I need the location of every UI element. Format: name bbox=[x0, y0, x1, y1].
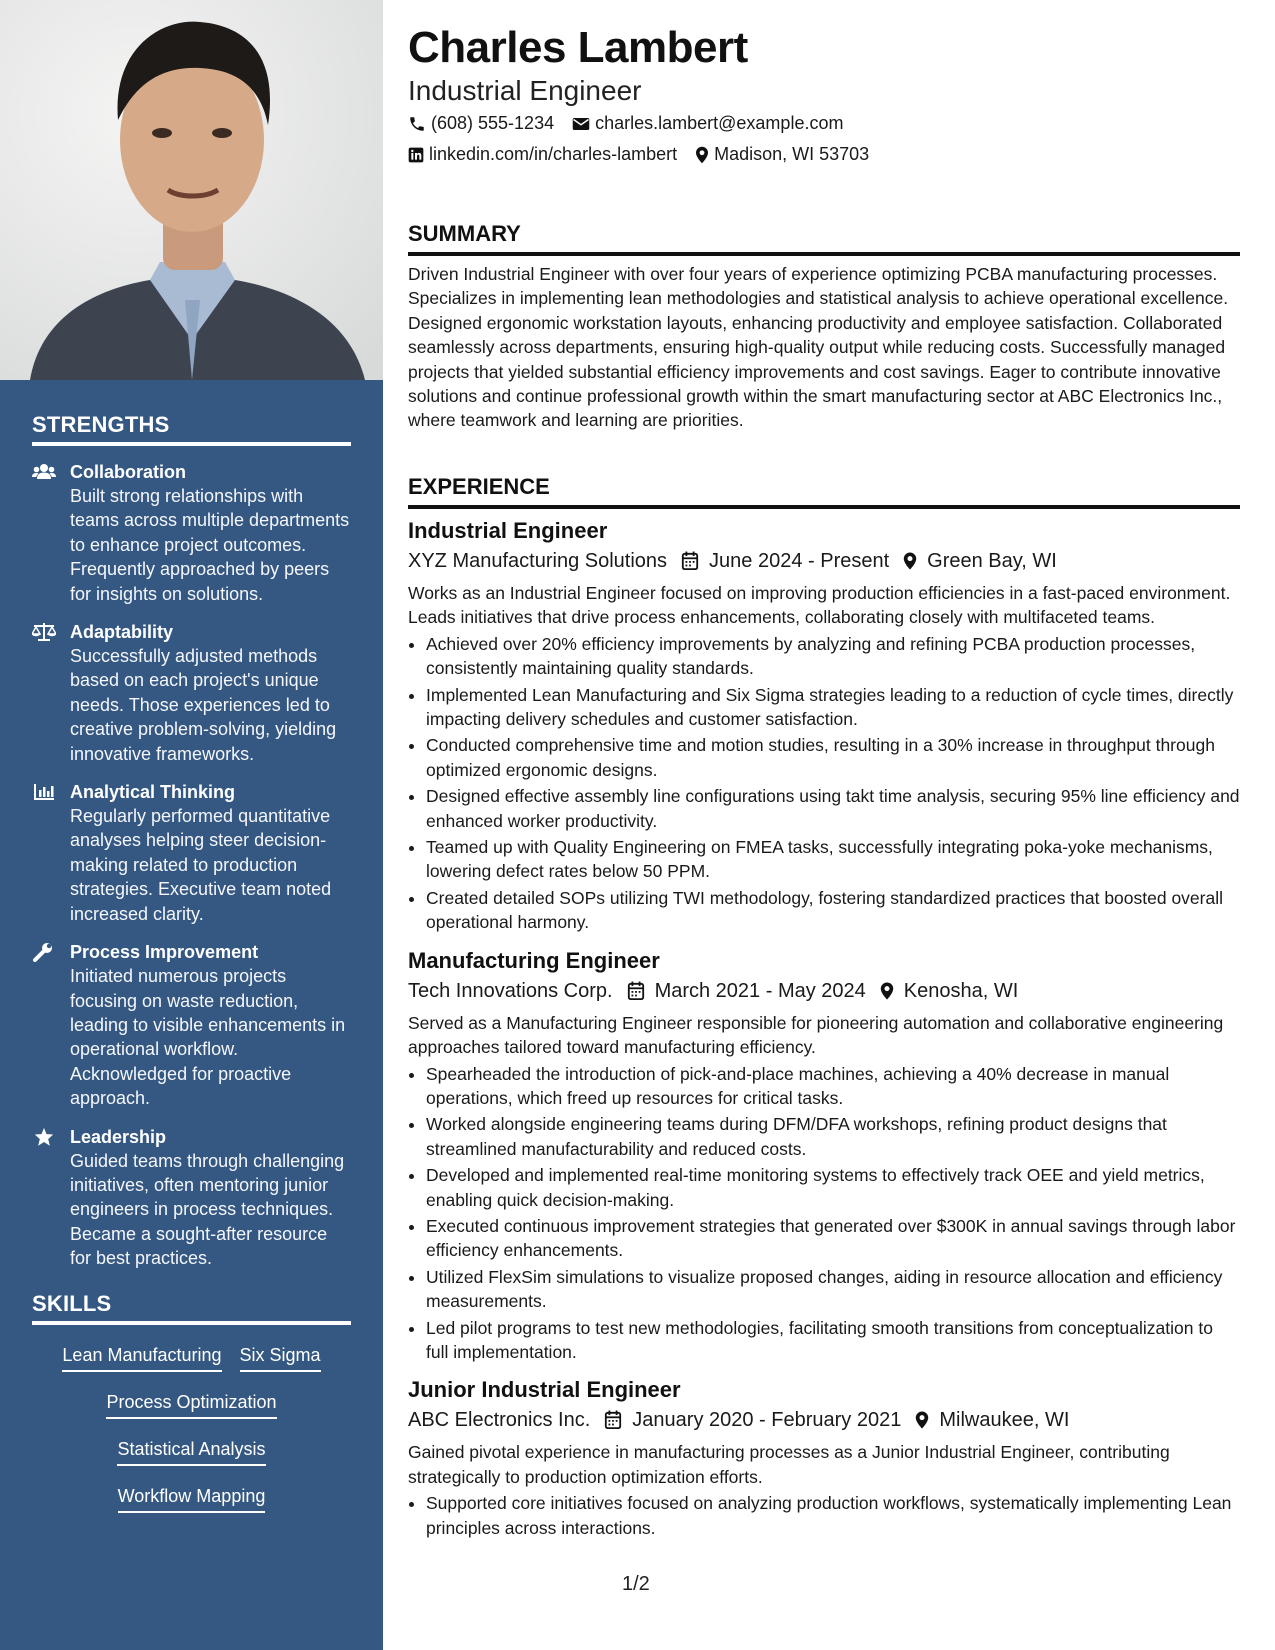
bar-chart-icon bbox=[32, 782, 56, 802]
strength-title: Leadership bbox=[70, 1126, 167, 1147]
linkedin-url: linkedin.com/in/charles-lambert bbox=[429, 144, 678, 164]
job-dates-text: June 2024 - Present bbox=[709, 550, 890, 572]
strength-description: Initiated numerous projects focusing on waste reduction, leading to visible enhancements in operational workflow. Acknowledged for proactive approach. bbox=[70, 966, 346, 1109]
experience-heading: EXPERIENCE bbox=[408, 473, 1240, 509]
email-contact bbox=[572, 113, 843, 134]
job-location-text: Kenosha, WI bbox=[903, 979, 1019, 1002]
skill-tag: Six Sigma bbox=[240, 1345, 321, 1372]
balance-scale-icon bbox=[32, 622, 56, 642]
job-dates bbox=[604, 1406, 901, 1434]
phone-contact bbox=[408, 113, 554, 134]
strength-description: Successfully adjusted methods based on each project's unique needs. Those experiences led to creative problem-solving, yielding innovative frameworks. bbox=[70, 646, 337, 764]
summary-text: Driven Industrial Engineer with over four years of experience optimizing PCBA manufacturing processes. Specializes in implementing lean methodologies and statistical analysis to achieve operational excellence. Designed ergonomic workstation layouts, enhancing productivity and employee satisfaction. Collaborated seamlessly across departments, ensuring high-quality output while reducing costs. Successfully managed projects that yielded substantial efficiency improvements and cost savings. Eager to contribute innovative solutions and continue professional growth within the smart manufacturing sector at ABC Electronics Inc., where teamwork and learning are priorities. bbox=[408, 264, 1229, 431]
strength-item-process-improvement bbox=[32, 940, 351, 1110]
skill-tag: Process Optimization bbox=[106, 1392, 276, 1419]
strength-description: Built strong relationships with teams across multiple departments to enhance project outcomes. Frequently approached by peers for insights on solutions. bbox=[70, 486, 350, 604]
job-dates bbox=[627, 977, 866, 1005]
strength-item-adaptability bbox=[32, 620, 351, 766]
phone-icon bbox=[408, 115, 426, 133]
summary-section bbox=[408, 220, 1240, 433]
strength-description: Guided teams through challenging initiatives, often mentoring junior engineers in process techniques. Became a sought-after resource for best practices. bbox=[70, 1150, 345, 1269]
skill-tag: Statistical Analysis bbox=[117, 1439, 265, 1466]
job-location bbox=[880, 977, 1019, 1005]
strength-title: Collaboration bbox=[70, 462, 186, 482]
job-dates-text: March 2021 - May 2024 bbox=[654, 979, 866, 1002]
list-item: • Led pilot programs to test new methodologies, facilitating smooth transitions from conceptualization to full implementation. bbox=[426, 1316, 1240, 1365]
page-number: 1/2 bbox=[622, 1573, 650, 1595]
job-meta bbox=[408, 1406, 1240, 1434]
list-item: • Developed and implemented real-time monitoring systems to effectively track OEE and yield metrics, enabling quick decision-making. bbox=[426, 1163, 1240, 1212]
job-entry bbox=[408, 1376, 1240, 1540]
strength-item-leadership bbox=[32, 1125, 351, 1271]
portrait-image bbox=[0, 0, 383, 380]
contact-row-1 bbox=[408, 113, 861, 134]
email-icon bbox=[572, 116, 590, 132]
map-pin-icon bbox=[695, 146, 709, 164]
company-name: Tech Innovations Corp. bbox=[408, 979, 613, 1002]
strength-title: Adaptability bbox=[70, 622, 174, 643]
job-dates-text: January 2020 - February 2021 bbox=[632, 1409, 902, 1432]
job-bullets bbox=[408, 1062, 1240, 1365]
job-location bbox=[903, 547, 1057, 575]
strength-title: Analytical Thinking bbox=[70, 782, 236, 803]
map-pin-icon bbox=[903, 551, 917, 571]
email-address: charles.lambert@example.com bbox=[595, 113, 844, 133]
list-item: • Spearheaded the introduction of pick-and-place machines, achieving a 40% decrease in manual operations, which freed up resources for critical tasks. bbox=[426, 1062, 1240, 1111]
location-contact bbox=[695, 144, 869, 165]
star-icon bbox=[32, 1127, 56, 1147]
skill-tag: Workflow Mapping bbox=[118, 1486, 266, 1513]
calendar-icon bbox=[681, 551, 699, 571]
wrench-icon bbox=[32, 942, 56, 962]
list-item: • Worked alongside engineering teams during DFM/DFA workshops, refining product designs that streamlined manufacturability and reduced costs. bbox=[426, 1112, 1240, 1161]
job-meta bbox=[408, 547, 1240, 575]
list-item: • Created detailed SOPs utilizing TWI methodology, fostering standardized practices that boosted overall operational harmony. bbox=[426, 886, 1240, 935]
linkedin-icon bbox=[408, 147, 424, 163]
job-location-text: Green Bay, WI bbox=[927, 550, 1057, 572]
job-location-text: Milwaukee, WI bbox=[939, 1409, 1070, 1432]
company-name: XYZ Manufacturing Solutions bbox=[408, 550, 668, 572]
profile-photo bbox=[0, 0, 383, 380]
skills-heading: SKILLS bbox=[32, 1291, 351, 1325]
contact-row-2 bbox=[408, 144, 887, 165]
list-item: • Designed effective assembly line configurations using takt time analysis, securing 95% line efficiency and enhanced worker productivity. bbox=[426, 784, 1240, 833]
skill-tag: Lean Manufacturing bbox=[62, 1345, 221, 1372]
job-entry bbox=[408, 517, 1240, 935]
phone-number: (608) 555-1234 bbox=[431, 113, 555, 133]
job-description: Served as a Manufacturing Engineer responsible for pioneering automation and collaborative engineering approaches tailored toward manufacturing efficiency. bbox=[408, 1012, 1224, 1058]
candidate-name: Charles Lambert bbox=[408, 23, 748, 72]
list-item: • Executed continuous improvement strategies that generated over $300K in annual savings through labor efficiency enhancements. bbox=[426, 1214, 1240, 1263]
calendar-icon bbox=[604, 1410, 622, 1430]
job-dates bbox=[681, 547, 889, 575]
job-title: Manufacturing Engineer bbox=[408, 947, 660, 973]
strength-title: Process Improvement bbox=[70, 942, 259, 963]
strength-item-collaboration bbox=[32, 460, 351, 606]
sidebar bbox=[0, 0, 383, 1650]
summary-heading: SUMMARY bbox=[408, 220, 1240, 256]
calendar-icon bbox=[627, 981, 645, 1001]
job-title: Junior Industrial Engineer bbox=[408, 1377, 681, 1403]
map-pin-icon bbox=[915, 1410, 929, 1430]
location-text: Madison, WI 53703 bbox=[714, 144, 870, 164]
list-item: • Conducted comprehensive time and motion studies, resulting in a 30% increase in throughput through optimized ergonomic designs. bbox=[426, 733, 1240, 782]
experience-section bbox=[408, 473, 1240, 1542]
job-description: Works as an Industrial Engineer focused on improving production efficiencies in a fast-paced environment. Leads initiatives that drive process enhancements, collaborating closely with multifaceted teams. bbox=[408, 583, 1231, 628]
list-item: • Achieved over 20% efficiency improvements by analyzing and refining PCBA production processes, consistently maintaining quality standards. bbox=[426, 632, 1240, 681]
strength-description: Regularly performed quantitative analyses helping steer decision-making related to production strategies. Executive team noted increased clarity. bbox=[70, 806, 332, 924]
job-bullets bbox=[408, 632, 1240, 935]
job-description: Gained pivotal experience in manufacturing processes as a Junior Industrial Engineer, contributing strategically to production optimization efforts. bbox=[408, 1442, 1170, 1487]
list-item: • Teamed up with Quality Engineering on FMEA tasks, successfully integrating poka-yoke mechanisms, lowering defect rates below 50 PPM. bbox=[426, 835, 1240, 884]
company-name: ABC Electronics Inc. bbox=[408, 1409, 591, 1432]
strength-item-analytical-thinking bbox=[32, 780, 351, 926]
skills-list bbox=[32, 1339, 351, 1513]
job-title: Industrial Engineer bbox=[408, 518, 608, 543]
users-icon bbox=[32, 462, 56, 482]
map-pin-icon bbox=[880, 981, 894, 1001]
job-location bbox=[915, 1406, 1069, 1434]
job-entry bbox=[408, 947, 1240, 1365]
candidate-title: Industrial Engineer bbox=[408, 75, 642, 106]
list-item: • Supported core initiatives focused on analyzing production workflows, systematically implementing Lean principles across interactions. bbox=[426, 1491, 1240, 1540]
job-meta bbox=[408, 977, 1240, 1005]
job-bullets bbox=[408, 1491, 1240, 1540]
linkedin-contact bbox=[408, 144, 677, 165]
list-item: • Implemented Lean Manufacturing and Six Sigma strategies leading to a reduction of cycle times, directly impacting delivery schedules and customer satisfaction. bbox=[426, 683, 1240, 732]
strengths-heading: STRENGTHS bbox=[32, 412, 351, 446]
list-item: • Utilized FlexSim simulations to visualize proposed changes, aiding in resource allocation and efficiency measurements. bbox=[426, 1265, 1240, 1314]
sidebar-content bbox=[32, 412, 351, 1513]
